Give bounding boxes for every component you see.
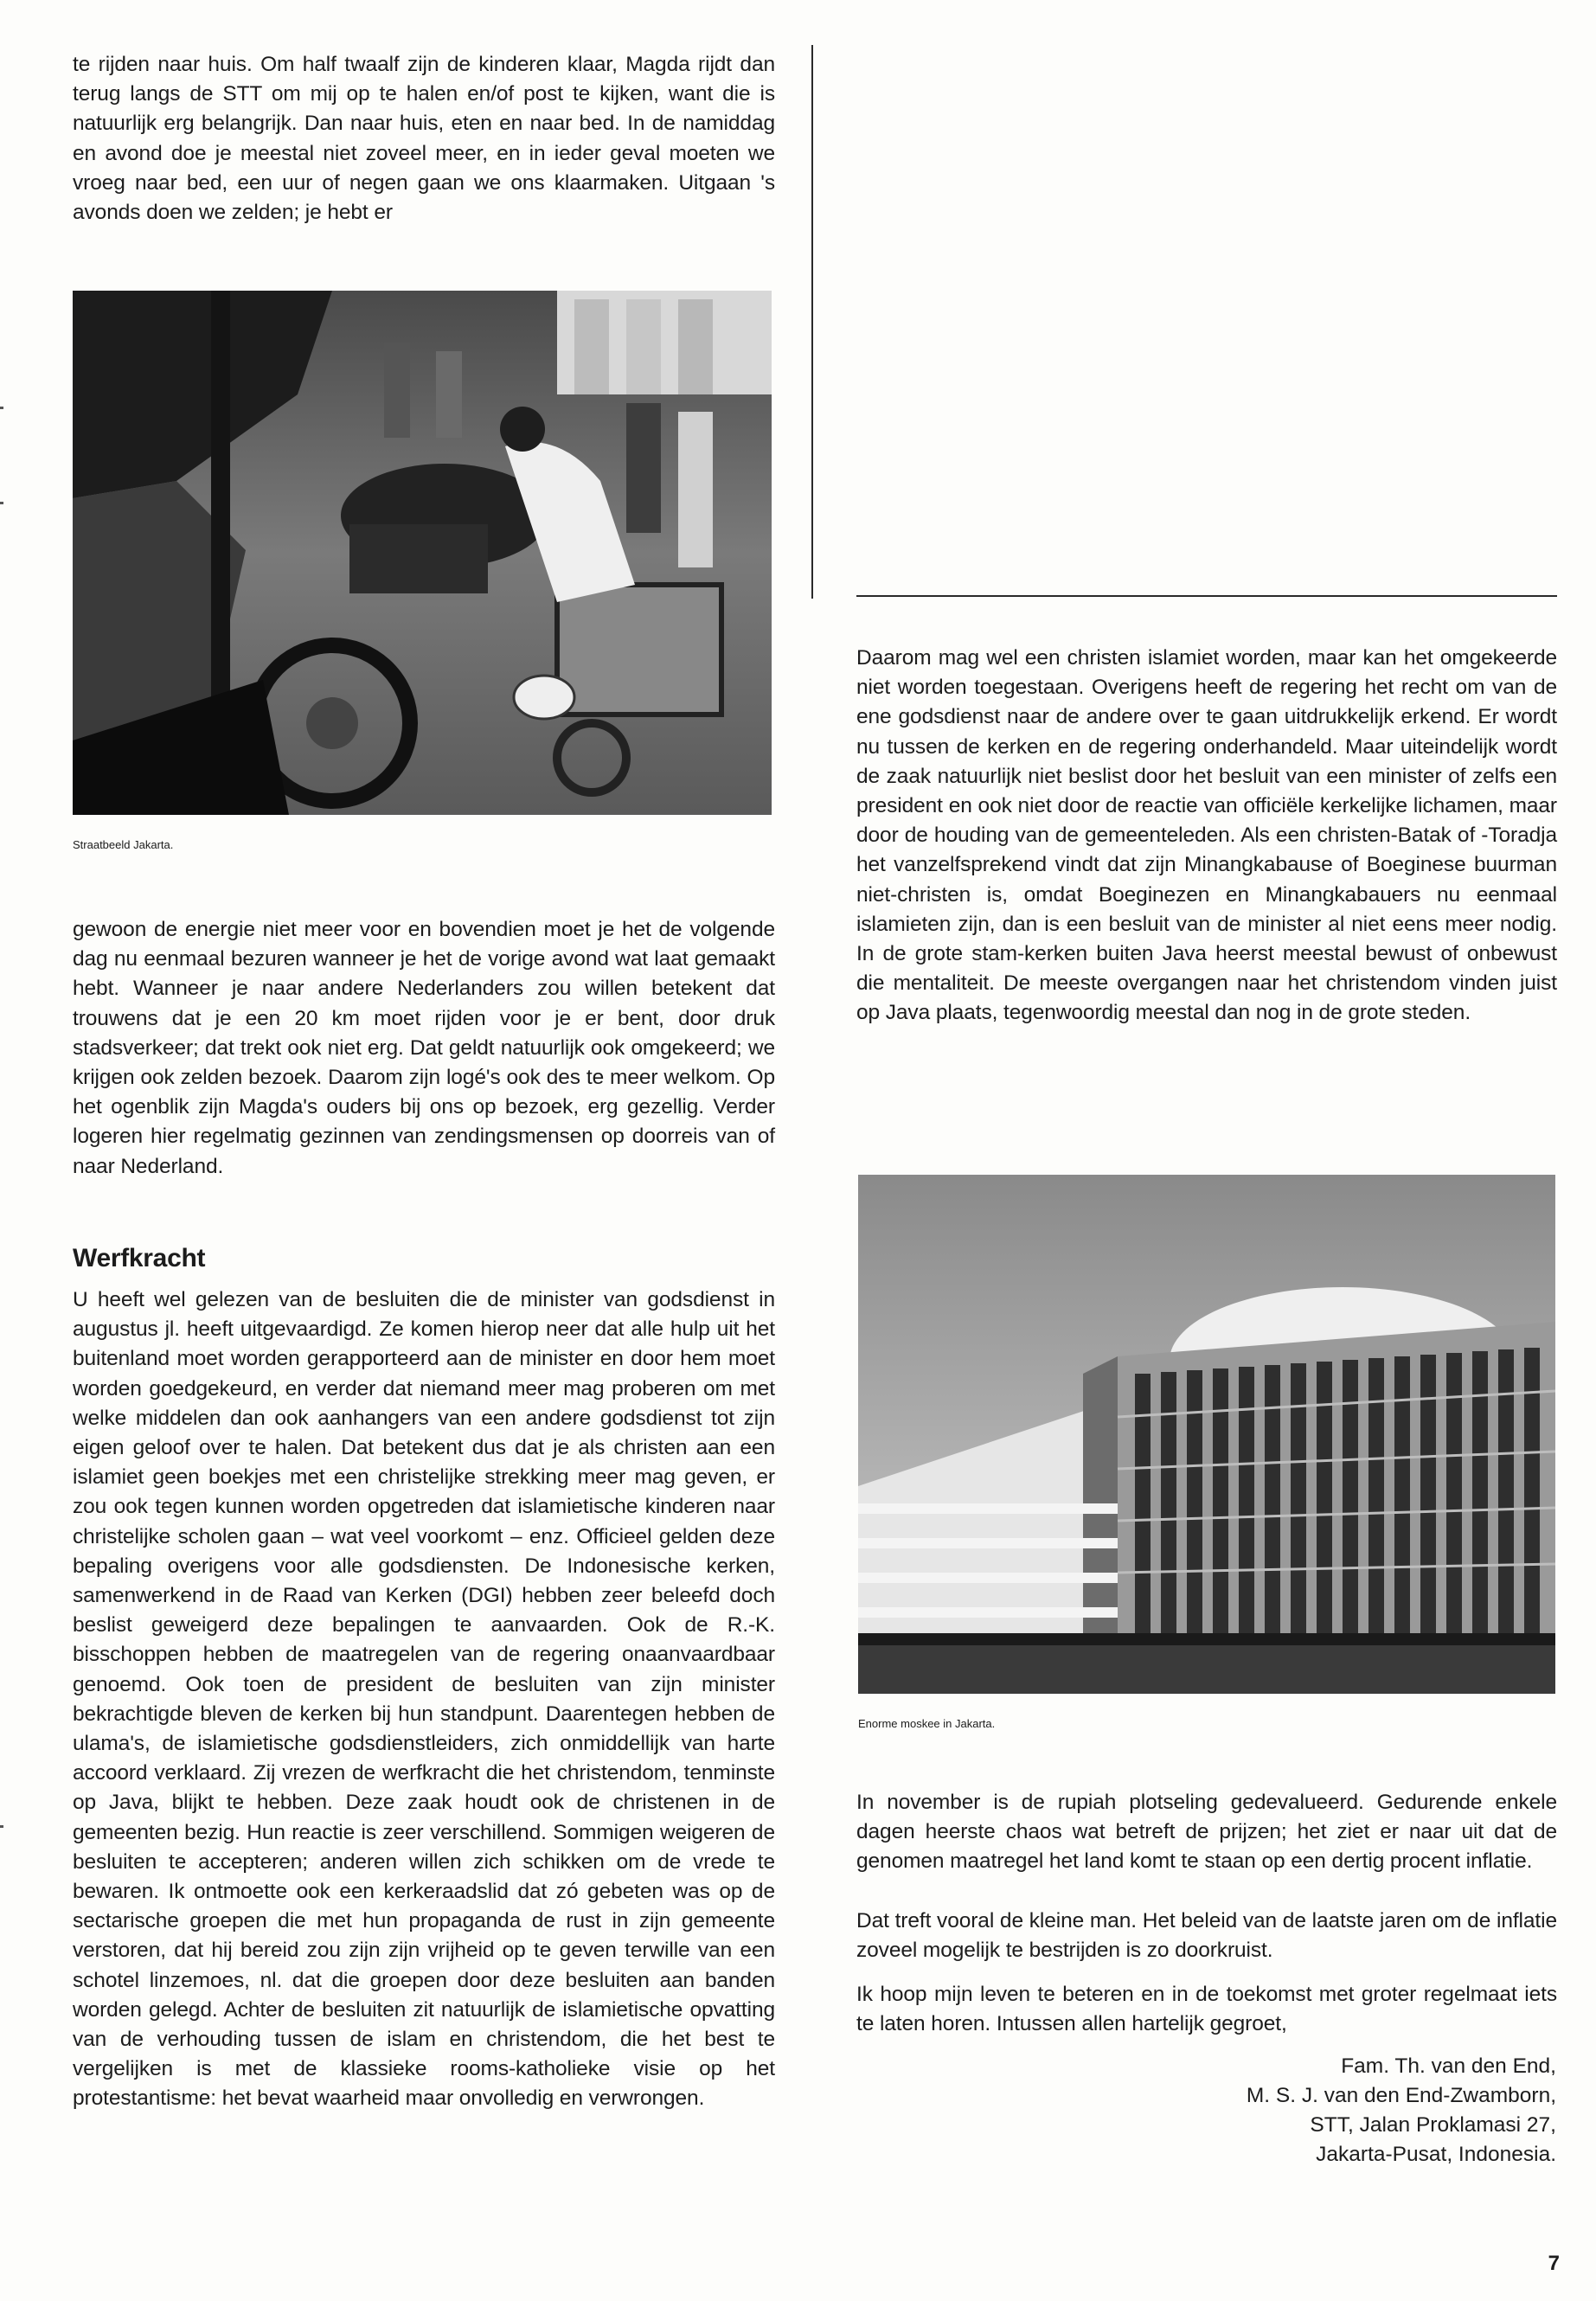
section-heading-werfkracht: Werfkracht	[73, 1244, 206, 1272]
right-para-closing: Ik hoop mijn leven te beteren en in de toekomst met groter regelmaat iets te laten horen. Intussen allen hartelijk gegroet,	[856, 1983, 1557, 2036]
mosque-image	[858, 1175, 1555, 1694]
street-scene-image	[73, 291, 772, 815]
edge-mark	[0, 407, 3, 409]
signature-line-3: STT, Jalan Proklamasi 27,	[1310, 2113, 1556, 2137]
edge-mark	[0, 502, 3, 504]
column-divider-vertical	[811, 45, 813, 599]
edge-mark	[0, 1825, 3, 1828]
street-scene-photo	[73, 291, 772, 815]
signature-line-1: Fam. Th. van den End,	[1341, 2054, 1556, 2078]
street-photo-caption: Straatbeeld Jakarta.	[73, 838, 174, 851]
page-number: 7	[1548, 2252, 1560, 2275]
column-divider-horizontal	[856, 595, 1557, 597]
left-para-top: te rijden naar huis. Om half twaalf zijn de kinderen klaar, Magda rijdt dan terug langs de STT om mij op te halen en/of post te kijken, want die is natuurlijk erg belangrijk. Dan naar huis, eten en naar bed. In de namiddag en avond doe je meestal niet zoveel meer, en in ieder geval moeten we vroeg naar bed, een uur of negen gaan we ons klaarmaken. Uitgaan 's avonds doen we zelden; je hebt er	[73, 53, 775, 225]
mosque-photo-caption: Enorme moskee in Jakarta.	[858, 1717, 996, 1730]
right-para-top: Daarom mag wel een christen islamiet worden, maar kan het omgekeerde niet worden toegestaan. Overigens heeft de regering het recht om van de ene godsdienst naar de andere over te gaan uitdrukkelijk erkend. Er wordt nu tussen de kerken en de regering onderhandeld. Maar uiteindelijk wordt de zaak natuurlijk niet beslist door het besluit van een minister of zelfs een president en ook niet door de reactie van officiële kerkelijke lichamen, maar door de houding van de gemeenteleden. Als een christen-Batak of -Toradja het vanzelfsprekend vindt dat zijn Minangkabause of Boeginese buurman niet-christen is, omdat Boeginezen en Minangkabauers nu eenmaal islamieten zijn, dan is een besluit van de minister al niet eens meer nodig. In de grote stam-kerken buiten Java heerst meestal bewust of onbewust die mentaliteit. De meeste overgangen naar het christendom vinden juist op Java plaats, tegenwoordig meestal dan nog in de grote steden.	[856, 646, 1557, 1025]
right-para-kleine-man: Dat treft vooral de kleine man. Het beleid van de laatste jaren om de inflatie zoveel mogelijk te bestrijden is zo doorkruist.	[856, 1909, 1557, 1963]
right-para-rupiah: In november is de rupiah plotseling gedevalueerd. Gedurende enkele dagen heerste chaos wat betreft de prijzen; het ziet er naar uit dat de genomen maatregel het land komt te staan op een dertig procent inflatie.	[856, 1791, 1557, 1874]
mosque-photo	[858, 1175, 1555, 1694]
signature-line-2: M. S. J. van den End-Zwamborn,	[1246, 2084, 1556, 2107]
signature-block	[1247, 2052, 1556, 2170]
left-para-mid: gewoon de energie niet meer voor en bovendien moet je het de volgende dag nu eenmaal bezuren wanneer je het de vorige avond wat laat gemaakt hebt. Wanneer je naar andere Nederlanders zou willen betekent dat trouwens dat je een 20 km moet rijden voor je er bent, door druk stadsverkeer; dat trekt ook niet erg. Dat geldt natuurlijk ook omgekeerd; we krijgen ook zelden bezoek. Daarom zijn logé's ook des te meer welkom. Op het ogenblik zijn Magda's ouders bij ons op bezoek, erg gezellig. Verder logeren hier regelmatig gezinnen van zendingsmensen op doorreis van of naar Nederland.	[73, 918, 775, 1178]
signature-line-4: Jakarta-Pusat, Indonesia.	[1316, 2143, 1556, 2166]
left-para-werfkracht: U heeft wel gelezen van de besluiten die de minister van godsdienst in augustus jl. heeft uitgevaardigd. Ze komen hierop neer dat alle hulp uit het buitenland moet worden gerapporteerd aan de minister en door hem moet worden goedgekeurd, en verder dat niemand meer mag proberen om met welke middelen dan ook aanhangers van een andere godsdienst tot zijn eigen geloof over te halen. Dat betekent dus dat je als christen aan een islamiet geen boekjes met een christelijke strekking meer mag geven, er zou ook tegen kunnen worden opgetreden dat islamietische kinderen naar christelijke scholen gaan – wat veel voorkomt – enz. Officieel gelden deze bepaling overigens voor alle godsdiensten. De Indonesische kerken, samenwerkend in de Raad van Kerken (DGI) hebben zeer beleefd doch beslist geweigerd deze bepalingen te aanvaarden. Ook de R.-K. bisschoppen hebben de maatregelen van de regering onaanvaardbaar genoemd. Ook toen de president de besluiten van zijn minister bekrachtigde bleven de kerken bij hun standpunt. Daarentegen hebben de ulama's, de islamietische godsdienstleiders, zich onmiddellijk van harte accoord verklaard. Zij vrezen de werfkracht die het christendom, tenminste op Java, blijkt te hebben. Deze zaak houdt ook de christenen in de gemeenten bezig. Hun reactie is zeer verschillend. Sommigen weigeren de besluiten te accepteren; anderen willen zich schikken om de vrede te bewaren. Ik ontmoette ook een kerkeraadslid dat zó gebeten was op de sectarische groepen die met hun propaganda de rust in zijn gemeente verstoren, dat hij bereid zou zijn zijn vrijheid op te geven terwille van een schotel linzemoes, nl. dat die groepen door deze besluiten aan banden worden gelegd. Achter de besluiten zit natuurlijk de islamietische opvatting van de verhouding tussen de islam en christendom, die het best te vergelijken is met de klassieke rooms-katholieke visie op het protestantisme: het bevat waarheid maar onvolledig en verwrongen.	[73, 1288, 775, 2111]
